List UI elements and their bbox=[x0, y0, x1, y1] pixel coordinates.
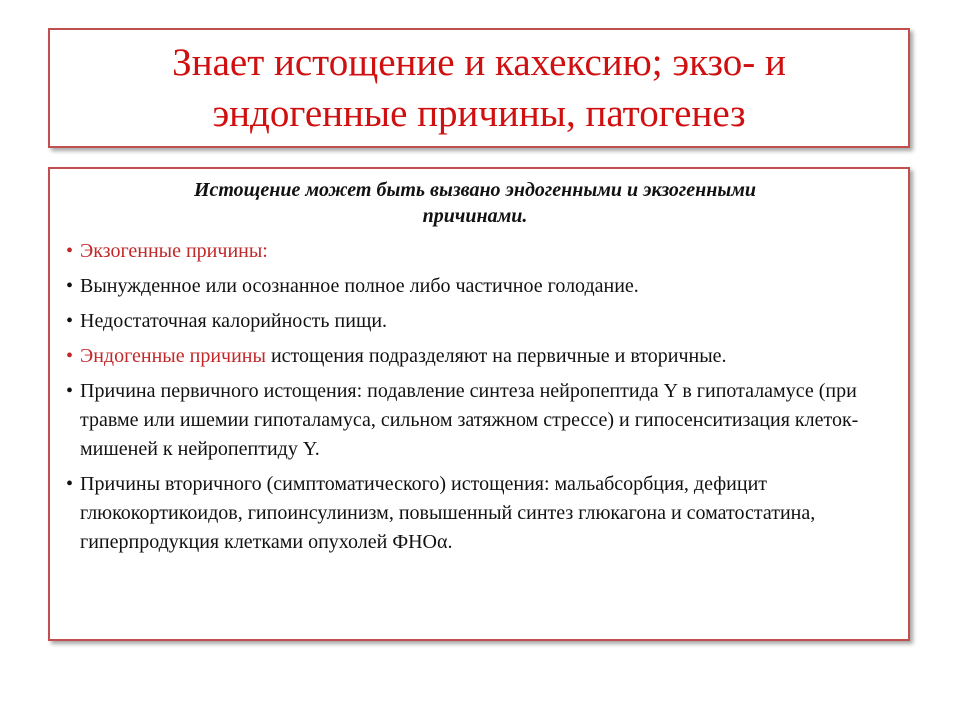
bullet-text: Вынужденное или осознанное полное либо частичное голодание. bbox=[80, 275, 639, 297]
bullet-item-primary-cause bbox=[66, 377, 884, 464]
bullet-item-endogenous bbox=[66, 342, 884, 371]
bullet-item-secondary-cause bbox=[66, 470, 884, 557]
bullet-icon: • bbox=[66, 310, 74, 332]
bullet-icon: • bbox=[66, 345, 74, 367]
bullet-text: Причина первичного истощения: подавление синтеза нейропептида Y в гипоталамусе (при травме или ишемии гипоталамуса, сильном затяжном стрессе) и гипосенситизация клеток-мишеней к нейропептиду Y. bbox=[80, 380, 859, 460]
bullet-item-starvation bbox=[66, 272, 884, 301]
content-box bbox=[48, 167, 910, 641]
bullet-text: Недостаточная калорийность пищи. bbox=[80, 310, 388, 332]
bullet-red-text: Экзогенные причины: bbox=[80, 240, 268, 262]
bullet-text: истощения подразделяют на первичные и вторичные. bbox=[265, 345, 727, 367]
bullet-icon: • bbox=[66, 380, 74, 402]
bullet-red-text: Эндогенные причины bbox=[80, 345, 266, 367]
content-subtitle-line-2: причинами. bbox=[422, 205, 528, 227]
bullet-icon: • bbox=[66, 473, 74, 495]
slide-title bbox=[172, 37, 786, 139]
bullet-item-low-calorie bbox=[66, 307, 884, 336]
content-subtitle-line-1: Истощение может быть вызвано эндогенными и экзогенными bbox=[193, 179, 757, 201]
bullet-text: Причины вторичного (симптоматического) истощения: мальабсорбция, дефицит глюкокортикоидов, гипоинсулинизм, повышенный синтез глюкагона и соматостатина, гиперпродукция клетками опухолей ФНОα. bbox=[80, 473, 816, 553]
bullet-list bbox=[66, 237, 884, 557]
slide-title-line-1: Знает истощение и кахексию; экзо- и bbox=[172, 41, 786, 84]
bullet-icon: • bbox=[66, 275, 74, 297]
bullet-icon: • bbox=[66, 240, 74, 262]
content-subtitle bbox=[66, 177, 884, 229]
title-box bbox=[48, 28, 910, 148]
bullet-item-exogenous-heading bbox=[66, 237, 884, 266]
slide-title-line-2: эндогенные причины, патогенез bbox=[212, 92, 746, 135]
